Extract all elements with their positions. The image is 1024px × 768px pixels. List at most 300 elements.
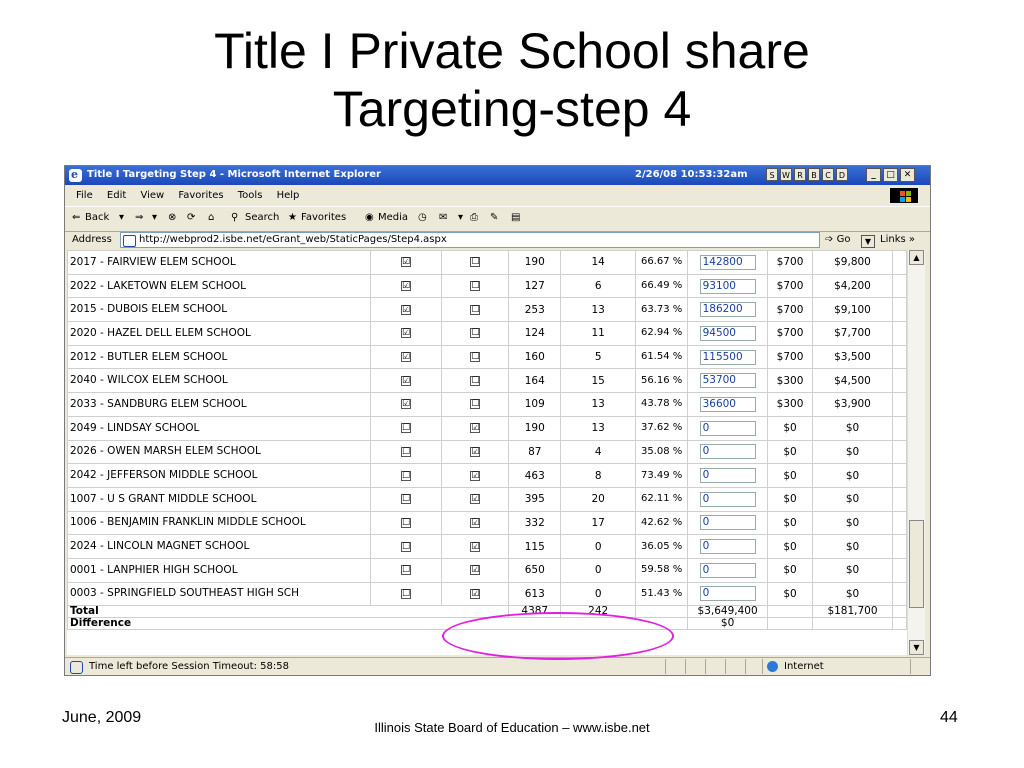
rate-value: $0 [768,511,813,535]
share-amount: $3,500 [813,345,893,369]
status-divider [685,659,686,674]
total-label: Total [68,606,509,618]
amount-input[interactable]: 0 [700,492,756,507]
minimize-icon[interactable]: _ [866,168,881,182]
rate-value: $0 [768,487,813,511]
cell-checkbox-1 [370,487,442,511]
count-value: 0 [561,535,636,559]
enrollment-value: 124 [509,322,561,346]
row-spacer [892,464,906,488]
cell-checkbox-1 [370,369,442,393]
print-icon[interactable]: ⎙ [470,212,478,223]
menu-bar [65,186,930,205]
status-divider [745,659,746,674]
share-amount: $0 [813,416,893,440]
address-bar [65,231,930,249]
table-row [68,487,907,511]
percent-value: 63.73 % [636,298,688,322]
cell-checkbox-2 [442,369,509,393]
menu-help[interactable]: Help [276,190,300,201]
checkbox-2[interactable]: ☑ [471,446,480,457]
menu-edit[interactable]: Edit [106,190,127,201]
share-amount: $0 [813,487,893,511]
percent-value: 35.08 % [636,440,688,464]
address-dropdown-icon[interactable]: ▼ [861,235,875,248]
share-amount: $0 [813,535,893,559]
share-amount: $3,900 [813,393,893,417]
difference-empty [768,618,813,630]
cell-checkbox-1 [370,298,442,322]
table-row [68,251,907,275]
windows-logo-icon [890,188,918,203]
total-rate-empty [768,606,813,618]
window-title: Title I Targeting Step 4 - Microsoft Internet Explorer [87,169,381,180]
count-value: 15 [561,369,636,393]
titlebar-button-d[interactable]: D [836,168,848,181]
cell-checkbox-1 [370,558,442,582]
enrollment-value: 253 [509,298,561,322]
cell-checkbox-2 [442,511,509,535]
share-amount: $0 [813,511,893,535]
enrollment-value: 127 [509,274,561,298]
menu-file[interactable]: File [76,190,93,201]
checkbox-2[interactable]: ☑ [471,423,480,434]
school-name: 2026 - OWEN MARSH ELEM SCHOOL [68,440,371,464]
slide-title [0,22,1024,138]
scroll-thumb[interactable] [909,520,924,608]
percent-value: 73.49 % [636,464,688,488]
cell-amount-input [688,416,768,440]
history-icon[interactable]: ◷ [418,212,427,223]
rate-value: $700 [768,251,813,275]
cell-checkbox-2 [442,274,509,298]
total-amount: $181,700 [813,606,893,618]
enrollment-value: 109 [509,393,561,417]
footer-date: June, 2009 [62,709,142,726]
checkbox-2[interactable]: ☐ [471,352,480,363]
browser-toolbar [65,206,930,232]
share-amount: $0 [813,464,893,488]
cell-amount-input [688,511,768,535]
checkbox-1[interactable]: ☑ [401,399,411,410]
checkbox-1[interactable]: ☐ [401,565,411,576]
school-name: 1006 - BENJAMIN FRANKLIN MIDDLE SCHOOL [68,511,371,535]
table-row [68,345,907,369]
row-spacer [892,487,906,511]
checkbox-2[interactable]: ☑ [471,494,480,505]
school-name: 2033 - SANDBURG ELEM SCHOOL [68,393,371,417]
percent-value: 61.54 % [636,345,688,369]
status-page-icon [70,661,83,674]
row-spacer [892,558,906,582]
amount-input[interactable]: 115500 [700,350,756,365]
back-icon[interactable]: ⇐ [72,212,81,223]
cell-checkbox-2 [442,393,509,417]
mail-icon[interactable]: ✉ [439,212,448,223]
difference-input: $0 [688,618,768,630]
checkbox-1[interactable]: ☐ [401,470,411,481]
cell-checkbox-1 [370,251,442,275]
scroll-down-icon[interactable]: ▼ [909,640,924,655]
cell-amount-input [688,393,768,417]
menu-view[interactable]: View [140,190,165,201]
share-amount: $0 [813,440,893,464]
maximize-icon[interactable]: □ [883,168,898,182]
slide-title-line1: Title I Private School share [214,23,810,79]
row-spacer [892,369,906,393]
checkbox-1[interactable]: ☑ [401,304,411,315]
table-row [68,322,907,346]
stop-icon[interactable]: ⊗ [168,212,177,223]
cell-checkbox-1 [370,464,442,488]
percent-value: 36.05 % [636,535,688,559]
table-row [68,298,907,322]
enrollment-value: 332 [509,511,561,535]
row-spacer [892,618,906,630]
titlebar-button-r[interactable]: R [794,168,806,181]
enrollment-value: 164 [509,369,561,393]
school-name: 2017 - FAIRVIEW ELEM SCHOOL [68,251,371,275]
ie-logo-icon: e [69,169,82,182]
search-button[interactable]: Search [245,212,280,223]
row-spacer [892,416,906,440]
cell-checkbox-1 [370,582,442,606]
checkbox-1[interactable]: ☑ [401,375,411,386]
cell-checkbox-1 [370,274,442,298]
count-value: 6 [561,274,636,298]
percent-value: 42.62 % [636,511,688,535]
checkbox-2[interactable]: ☐ [471,399,480,410]
checkbox-2[interactable]: ☐ [471,328,480,339]
count-value: 11 [561,322,636,346]
vertical-scrollbar[interactable] [907,250,925,655]
cell-amount-input [688,345,768,369]
percent-value: 43.78 % [636,393,688,417]
table-row [68,440,907,464]
favorites-button[interactable]: Favorites [301,212,347,223]
cell-checkbox-2 [442,464,509,488]
go-button[interactable] [825,234,850,245]
footer-source: Illinois State Board of Education – www.isbe.net [374,720,650,735]
cell-checkbox-1 [370,416,442,440]
cell-checkbox-2 [442,298,509,322]
cell-amount-input [688,487,768,511]
rate-value: $700 [768,322,813,346]
cell-checkbox-1 [370,535,442,559]
window-titlebar [65,166,930,185]
school-name: 2049 - LINDSAY SCHOOL [68,416,371,440]
count-value: 13 [561,393,636,417]
back-dropdown-icon[interactable]: ▾ [119,212,125,223]
status-zone: Internet [784,661,824,672]
share-amount: $0 [813,582,893,606]
rate-value: $0 [768,535,813,559]
scroll-up-icon[interactable]: ▲ [909,250,924,265]
status-divider [665,659,666,674]
share-amount: $4,500 [813,369,893,393]
amount-input[interactable]: 0 [700,515,756,530]
cell-checkbox-1 [370,511,442,535]
rate-value: $0 [768,416,813,440]
rate-value: $0 [768,582,813,606]
browser-window [64,165,931,676]
total-input: $3,649,400 [688,606,768,618]
checkbox-2[interactable]: ☑ [471,565,480,576]
media-icon[interactable]: ◉ [365,212,374,223]
checkbox-2[interactable]: ☑ [471,541,480,552]
forward-icon[interactable]: ⇒ [135,212,144,223]
links-button[interactable]: Links » [880,234,915,245]
school-name: 0001 - LANPHIER HIGH SCHOOL [68,558,371,582]
checkbox-1[interactable]: ☑ [401,328,411,339]
row-spacer [892,606,906,618]
enrollment-value: 87 [509,440,561,464]
cell-amount-input [688,558,768,582]
amount-input[interactable]: 186200 [700,302,756,317]
cell-checkbox-2 [442,582,509,606]
search-icon[interactable]: ⚲ [231,212,239,223]
row-spacer [892,440,906,464]
percent-value: 37.62 % [636,416,688,440]
count-value: 20 [561,487,636,511]
row-spacer [892,251,906,275]
back-button[interactable]: Back [85,212,110,223]
checkbox-1[interactable]: ☐ [401,446,411,457]
share-amount: $4,200 [813,274,893,298]
media-button[interactable]: Media [378,212,409,223]
percent-value: 62.94 % [636,322,688,346]
window-controls [864,168,915,182]
checkbox-1[interactable]: ☑ [401,352,411,363]
status-divider [725,659,726,674]
percent-value: 56.16 % [636,369,688,393]
cell-checkbox-1 [370,345,442,369]
internet-zone-icon [767,661,778,672]
cell-checkbox-2 [442,535,509,559]
table-row [68,582,907,606]
checkbox-2[interactable]: ☐ [471,281,480,292]
rate-value: $0 [768,558,813,582]
share-amount: $7,700 [813,322,893,346]
checkbox-2[interactable]: ☐ [471,304,480,315]
enrollment-value: 115 [509,535,561,559]
school-name: 2015 - DUBOIS ELEM SCHOOL [68,298,371,322]
slide-title-line2: Targeting-step 4 [332,81,692,137]
home-icon[interactable]: ⌂ [208,212,215,223]
school-name: 2022 - LAKETOWN ELEM SCHOOL [68,274,371,298]
checkbox-1[interactable]: ☐ [401,517,411,528]
rate-value: $0 [768,440,813,464]
table-row [68,535,907,559]
checkbox-2[interactable]: ☐ [471,257,480,268]
row-spacer [892,582,906,606]
row-spacer [892,322,906,346]
enrollment-value: 190 [509,416,561,440]
amount-input[interactable]: 36600 [700,397,756,412]
checkbox-1[interactable]: ☑ [401,281,411,292]
total-pct-empty [636,606,688,618]
checkbox-1[interactable]: ☐ [401,541,411,552]
table-body [68,251,907,630]
status-text: Time left before Session Timeout: 58:58 [89,661,289,672]
rate-value: $0 [768,464,813,488]
difference-empty [813,618,893,630]
percent-value: 66.67 % [636,251,688,275]
school-name: 0003 - SPRINGFIELD SOUTHEAST HIGH SCH [68,582,371,606]
links-label: Links [880,234,906,245]
page-icon [123,235,136,247]
enrollment-value: 160 [509,345,561,369]
amount-input[interactable]: 93100 [700,279,756,294]
table-row [68,416,907,440]
cell-checkbox-2 [442,251,509,275]
school-name: 2042 - JEFFERSON MIDDLE SCHOOL [68,464,371,488]
cell-amount-input [688,251,768,275]
amount-input[interactable]: 0 [700,421,756,436]
cell-amount-input [688,535,768,559]
amount-input[interactable]: 53700 [700,373,756,388]
cell-checkbox-2 [442,440,509,464]
status-divider [910,659,911,674]
mail-dropdown-icon[interactable]: ▾ [458,212,464,223]
cell-amount-input [688,440,768,464]
school-name: 2040 - WILCOX ELEM SCHOOL [68,369,371,393]
cell-amount-input [688,298,768,322]
titlebar-button-w[interactable]: W [780,168,792,181]
rate-value: $700 [768,274,813,298]
cell-amount-input [688,464,768,488]
footer-page-number: 44 [940,709,958,726]
table-row [68,464,907,488]
table-row [68,511,907,535]
titlebar-button-b[interactable]: B [808,168,820,181]
school-name: 2012 - BUTLER ELEM SCHOOL [68,345,371,369]
share-amount: $9,800 [813,251,893,275]
cell-checkbox-2 [442,487,509,511]
cell-checkbox-1 [370,440,442,464]
cell-checkbox-2 [442,558,509,582]
status-bar [65,657,930,676]
cell-checkbox-2 [442,322,509,346]
cell-checkbox-2 [442,345,509,369]
address-label: Address [72,234,112,245]
percent-value: 62.11 % [636,487,688,511]
checkbox-2[interactable]: ☑ [471,470,480,481]
enrollment-value: 650 [509,558,561,582]
go-label: Go [836,234,851,245]
count-value: 4 [561,440,636,464]
highlight-ellipse [442,612,674,660]
row-spacer [892,274,906,298]
amount-input[interactable]: 0 [700,586,756,601]
school-name: 2024 - LINCOLN MAGNET SCHOOL [68,535,371,559]
count-value: 8 [561,464,636,488]
total-enrollment: 4387 [509,606,561,618]
table-row [68,274,907,298]
menu-favorites[interactable]: Favorites [178,190,224,201]
amount-input[interactable]: 0 [700,444,756,459]
amount-input[interactable]: 0 [700,563,756,578]
edit-icon[interactable]: ✎ [490,212,499,223]
percent-value: 66.49 % [636,274,688,298]
amount-input[interactable]: 142800 [700,255,756,270]
titlebar-button-c[interactable]: C [822,168,834,181]
go-icon: ➩ [825,234,834,245]
rate-value: $300 [768,369,813,393]
school-name: 2020 - HAZEL DELL ELEM SCHOOL [68,322,371,346]
share-amount: $0 [813,558,893,582]
checkbox-1[interactable]: ☐ [401,588,411,599]
percent-value: 59.58 % [636,558,688,582]
table-row [68,393,907,417]
count-value: 17 [561,511,636,535]
cell-amount-input [688,582,768,606]
menu-tools[interactable]: Tools [237,190,263,201]
count-value: 0 [561,582,636,606]
table-row [68,369,907,393]
amount-input[interactable]: 0 [700,468,756,483]
titlebar-button-s[interactable]: S [766,168,778,181]
favorites-icon[interactable]: ★ [288,212,297,223]
enrollment-value: 395 [509,487,561,511]
titlebar-datetime: 2/26/08 10:53:32am [635,169,748,180]
status-divider [762,659,763,674]
checkbox-2[interactable]: ☑ [471,588,480,599]
checkbox-1[interactable]: ☐ [401,494,411,505]
refresh-icon[interactable]: ⟳ [187,212,196,223]
row-spacer [892,298,906,322]
address-url[interactable]: http://webprod2.isbe.net/eGrant_web/StaticPages/Step4.aspx [139,234,447,245]
school-name: 1007 - U S GRANT MIDDLE SCHOOL [68,487,371,511]
close-icon[interactable]: ✕ [900,168,915,182]
rate-value: $700 [768,298,813,322]
count-value: 13 [561,416,636,440]
enrollment-value: 613 [509,582,561,606]
count-value: 5 [561,345,636,369]
cell-amount-input [688,369,768,393]
checkbox-1[interactable]: ☑ [401,257,411,268]
enrollment-value: 463 [509,464,561,488]
forward-dropdown-icon[interactable]: ▾ [152,212,158,223]
discuss-icon[interactable]: ▤ [511,212,521,223]
row-spacer [892,511,906,535]
count-value: 0 [561,558,636,582]
row-spacer [892,393,906,417]
targeting-table [67,250,907,630]
total-count: 242 [561,606,636,618]
cell-checkbox-1 [370,322,442,346]
cell-amount-input [688,274,768,298]
titlebar-letter-buttons [766,168,850,181]
cell-checkbox-1 [370,393,442,417]
status-divider [705,659,706,674]
checkbox-1[interactable]: ☐ [401,423,411,434]
row-spacer [892,535,906,559]
rate-value: $700 [768,345,813,369]
cell-amount-input [688,322,768,346]
cell-checkbox-2 [442,416,509,440]
count-value: 13 [561,298,636,322]
enrollment-value: 190 [509,251,561,275]
count-value: 14 [561,251,636,275]
share-amount: $9,100 [813,298,893,322]
checkbox-2[interactable]: ☑ [471,517,480,528]
checkbox-2[interactable]: ☐ [471,375,480,386]
amount-input[interactable]: 94500 [700,326,756,341]
difference-label: Difference [68,618,688,630]
amount-input[interactable]: 0 [700,539,756,554]
percent-value: 51.43 % [636,582,688,606]
